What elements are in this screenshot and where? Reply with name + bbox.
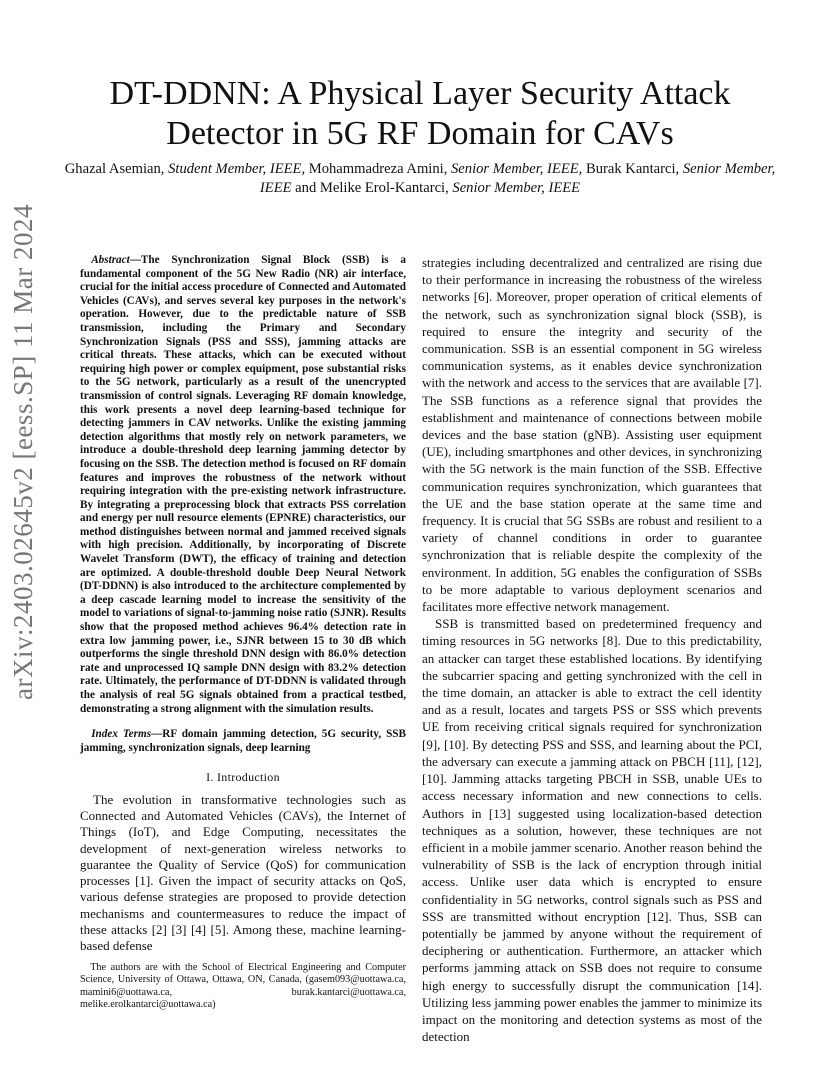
right-paragraph-2: SSB is transmitted based on predetermined frequency and timing resources in 5G networks [8]. Due to this predictability, an attacker can target these established locations. By identifying the subcarrier spacing and getting synchronized with the cell in the time domain, an attacker is able to extract the cell identity and as a result, locates and targets PSS or SSS which prevents UE from receiving critical signals required for synchronization [9], [10]. By detecting PSS and SSS, and learning about the PCI, the adversary can execute a jamming attack on PBCH [11], [12], [10]. Jamming attacks targeting PBCH in SSB, unable UEs to access necessary information and new connections to cells. Authors in [13] suggested using localization-based detection techniques as a solution, however, these techniques are not efficient in a mobile jammer scenario. Another reason behind the vulnerability of SSB is the lack of encryption through initial access. Unlike user data which is encrypted to ensure confidentiality in 5G networks, control signals such as PSS and SSS are transmitted without encryption [12]. Thus, SSB can potentially be jammed by anyone without the requirement of deciphering or authentication. Furthermore, an attacker which performs jamming attack on SSB does not require to consume high energy to successfully disrupt the communication [14]. Utilizing less jamming power enables the jammer to minimize its impact on the monitoring and detection systems as most of the detection (422, 616, 762, 1045)
author-1: Ghazal Asemian, (64, 161, 169, 177)
author-4-role: Senior Member, IEEE (452, 180, 581, 196)
section-heading-introduction: I. Introduction (206, 770, 280, 785)
footnote-text: The authors are with the School of Electrical Engineering and Computer Science, University of Ottawa, Ottawa, ON, Canada, (gasem093@uottawa.ca, mamini6@uottawa.ca, burak.kantarci@uottawa.ca, melike.erolkantarci@uottawa.ca) (80, 962, 406, 1011)
paper-title (60, 74, 780, 154)
right-column (422, 254, 762, 1045)
left-column (80, 254, 406, 955)
author-4: and Melike Erol-Kantarci, (291, 180, 453, 196)
index-terms-label: Index Terms (91, 728, 152, 741)
right-paragraph-1: strategies including decentralized and centralized are rising due to their performance in increasing the robustness of the wireless networks [6]. Moreover, proper operation of critical elements of the network, such as synchronization signal block (SSB), is required to ensure the integrity and security of the communication. SSB is an essential component in 5G wireless communication systems, as it enables device synchronization with the network and access to the services that are available [7]. The SSB functions as a reference signal that provides the establishment and maintenance of connections between mobile devices and the base station (gNB). Assisting user equipment (UE), including smartphones and other devices, in synchronizing with the 5G network is the main function of the SSB. Effective communication requires synchronization, which guarantees that the UE and the base station operate at the same time and frequency. It is crucial that 5G SSBs are robust and resilient to a variety of channel conditions in order to guarantee synchronization that is reliable despite the complexity of the environment. In addition, 5G enables the configuration of SSBs to be more adaptable to various deployment scenarios and facilitates more effective network management. (422, 255, 762, 615)
author-3-role: Senior Member, IEEE (259, 161, 776, 196)
title-line-2: Detector in 5G RF Domain for CAVs (166, 115, 674, 152)
author-footnote (80, 962, 406, 1012)
abstract-label: Abstract (91, 254, 130, 266)
arxiv-stamp: arXiv:2403.02645v2 [eess.SP] 11 Mar 2024 (8, 204, 38, 700)
author-2-role: Senior Member, IEEE, (451, 161, 583, 177)
abstract (80, 254, 406, 716)
author-2: Mohammadreza Amini, (305, 161, 451, 177)
index-terms (80, 728, 406, 755)
author-list (60, 160, 780, 198)
author-1-role: Student Member, IEEE, (168, 161, 306, 177)
index-terms-text: —RF domain jamming detection, 5G security, SSB jamming, synchronization signals, deep learning (80, 728, 406, 754)
title-line-1: DT-DDNN: A Physical Layer Security Attack (109, 75, 731, 112)
author-3: Burak Kantarci, (582, 161, 683, 177)
abstract-text: —The Synchronization Signal Block (SSB) is a fundamental component of the 5G New Radio (NR) air interface, crucial for the initial access procedure of Connected and Automated Vehicles (CAVs), and serves several key purposes in the network's operation. However, due to the predictable nature of SSB transmission, including the Primary and Secondary Synchronization Signals (PSS and SSS), jamming attacks are critical threats. These attacks, which can be executed without requiring high power or complex equipment, pose substantial risks to the 5G network, particularly as a result of the unencrypted transmission of control signals. Leveraging RF domain knowledge, this work presents a novel deep learning-based technique for detecting jammers in CAV networks. Unlike the existing jamming detection algorithms that mostly rely on network parameters, we introduce a double-threshold deep learning jamming detector by focusing on the SSB. The detection method is focused on RF domain features and improves the robustness of the network without requiring integration with the pre-existing network infrastructure. By integrating a preprocessing block that extracts PSS correlation and energy per null resource elements (EPNRE) characteristics, our method distinguishes between normal and jammed received signals with high precision. Additionally, by incorporating of Discrete Wavelet Transform (DWT), the efficacy of training and detection are optimized. A double-threshold double Deep Neural Network (DT-DDNN) is also introduced to the architecture complemented by a deep cascade learning model to increase the sensitivity of the model to variations of signal-to-jamming noise ratio (SJNR). Results show that the proposed method achieves 96.4% detection rate in extra low jamming power, i.e., SJNR between 15 to 30 dB which outperforms the single threshold DNN design with 86.0% detection rate and unprocessed IQ sample DNN design with 83.2% detection rate. Ultimately, the performance of DT-DDNN is validated through the analysis of real 5G signals obtained from a practical testbed, demonstrating a strong alignment with the simulation results. (80, 254, 406, 715)
intro-paragraph-1: The evolution in transformative technologies such as Connected and Automated Vehicles (CAVs), the Internet of Things (IoT), and Edge Computing, necessitates the development of next-generation wireless networks to guarantee the Quality of Service (QoS) for communication processes [1]. Given the impact of security attacks on QoS, various defense strategies are proposed to provide detection mechanisms and countermeasures to reduce the impact of these attacks [2] [3] [4] [5]. Among these, machine learning-based defense (80, 791, 406, 954)
